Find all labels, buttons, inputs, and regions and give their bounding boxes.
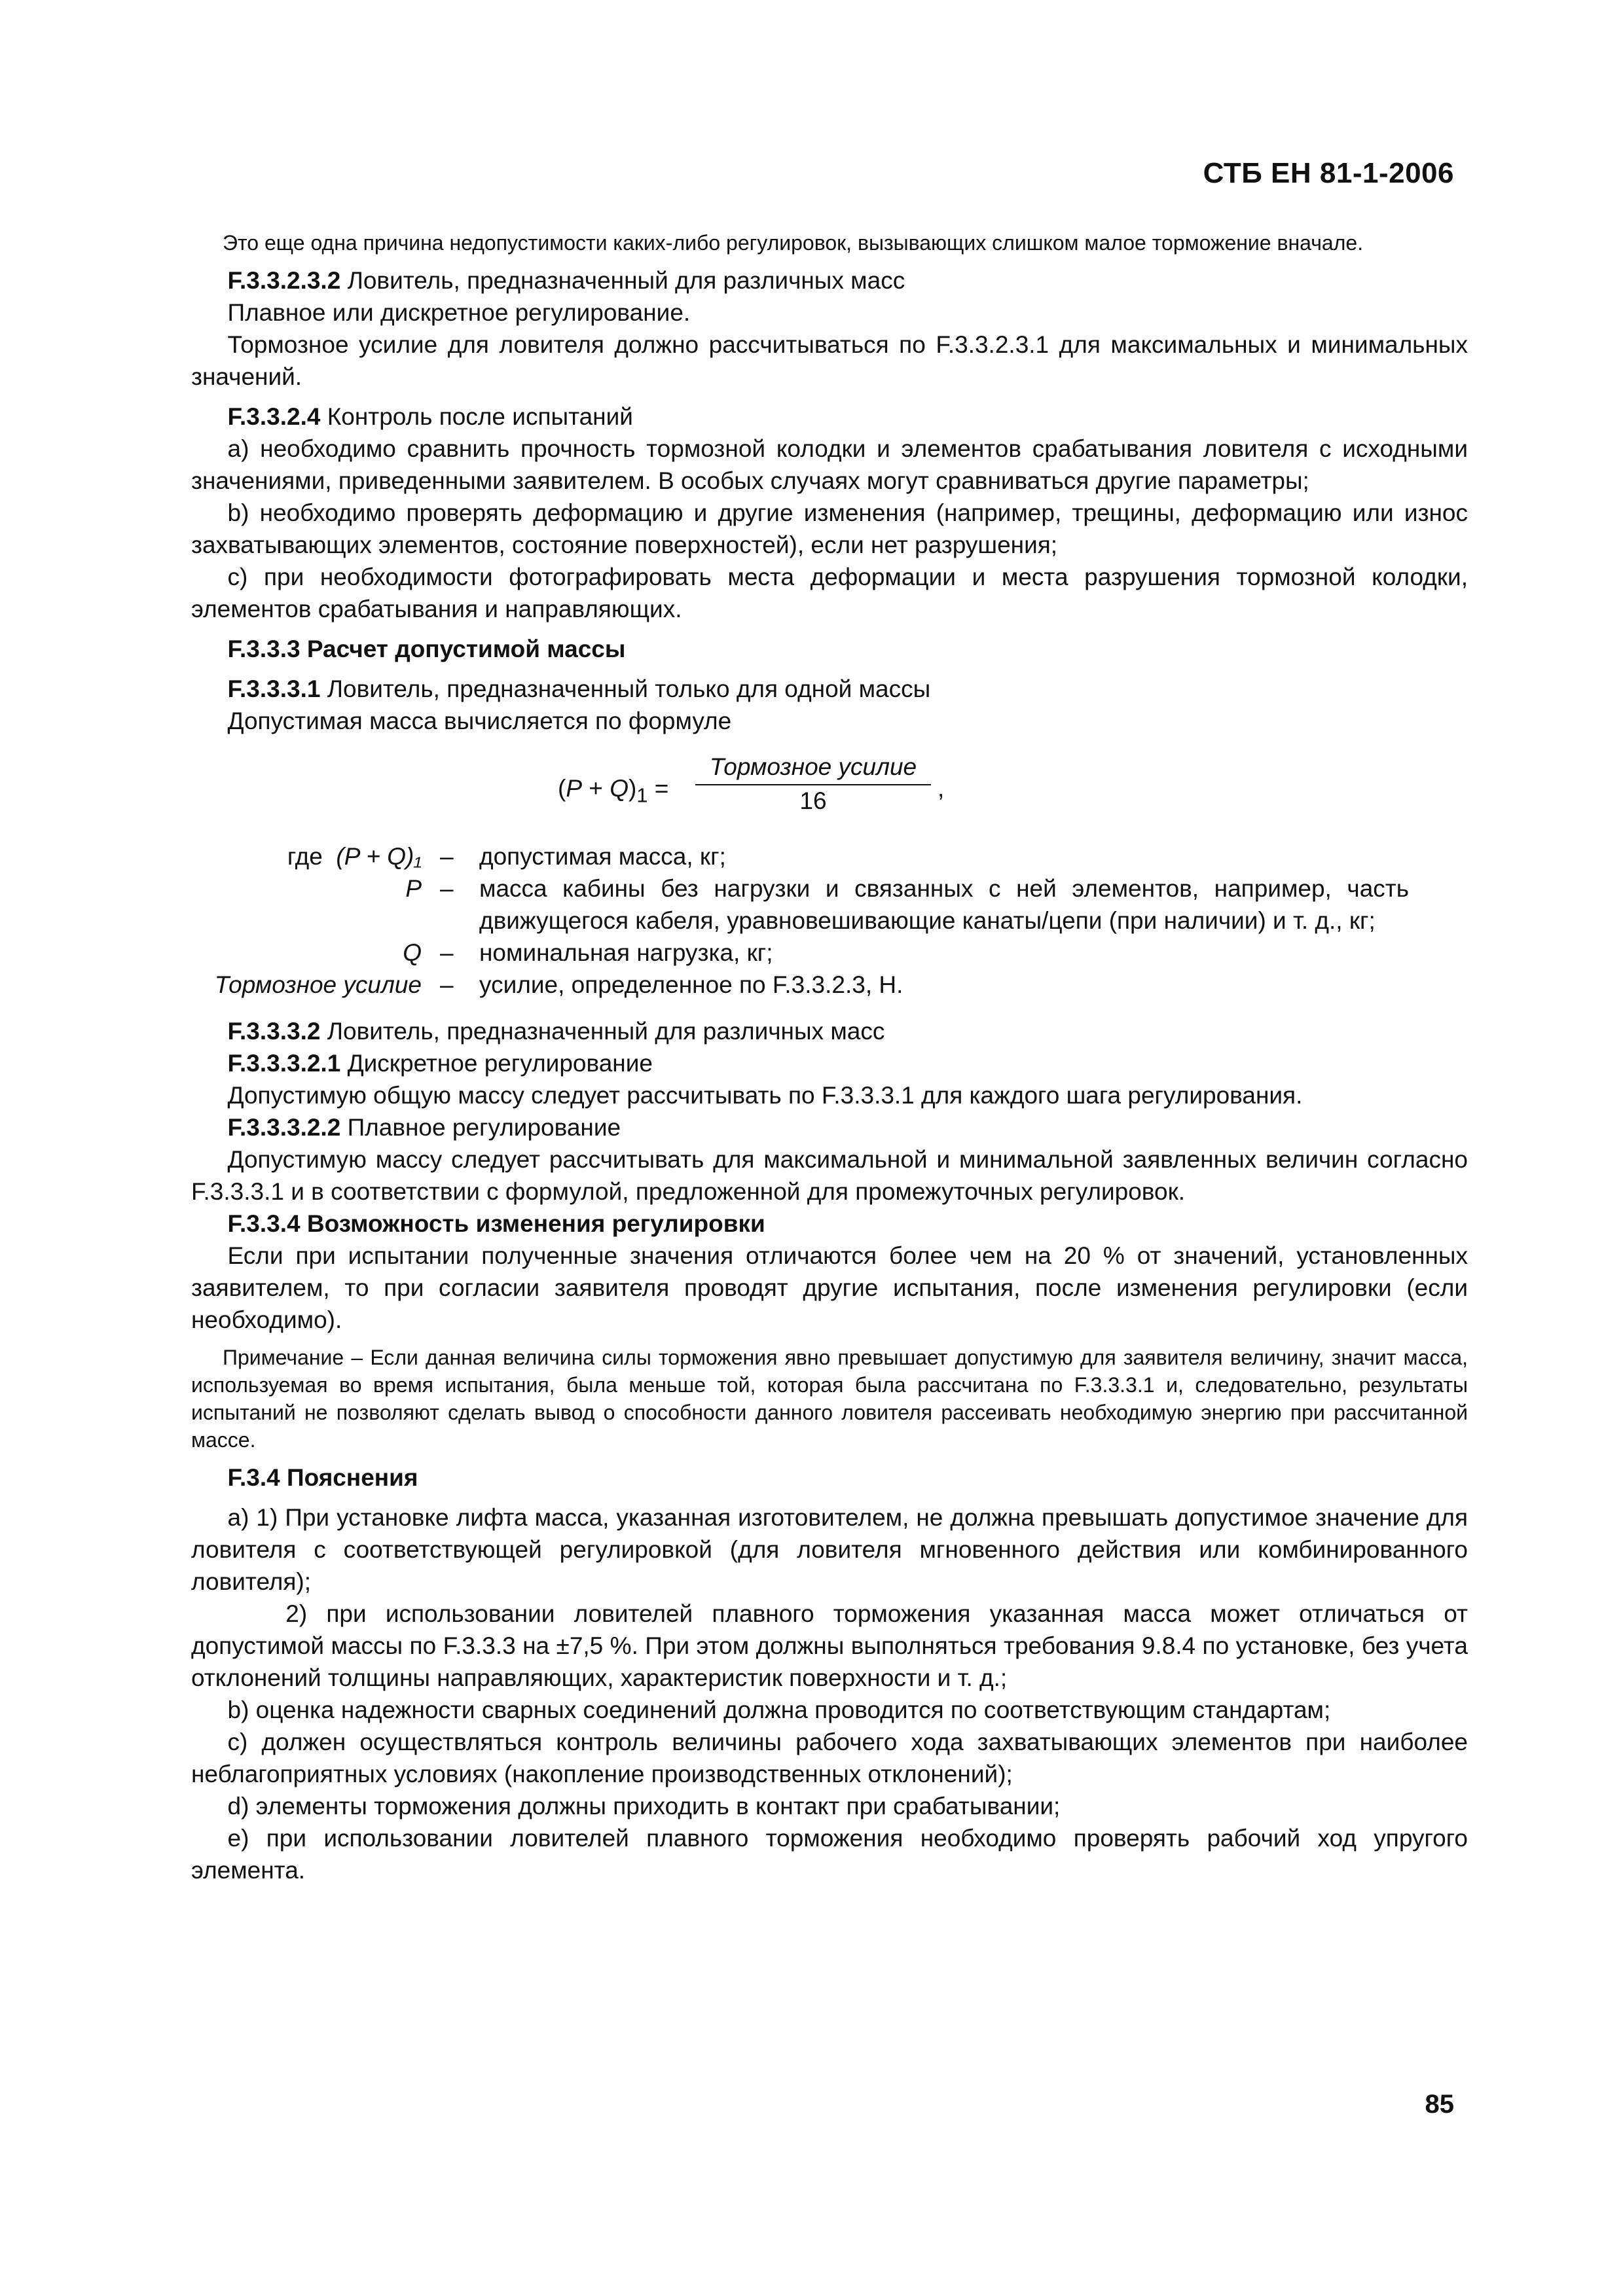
section-heading-f334: F.3.3.4 Возможность изменения регулировки	[227, 1210, 765, 1237]
legend-dash: –	[440, 971, 454, 998]
legend-dash: –	[440, 939, 454, 966]
section-number: F.3.3.3.2.2	[227, 1114, 341, 1141]
formula-comma: ,	[938, 775, 945, 802]
legend-definition: усилие, определенное по F.3.3.2.3, Н.	[479, 971, 903, 998]
section-heading-f3332	[191, 1015, 1468, 1047]
section-title: Ловитель, предназначенный для различных масс	[340, 267, 905, 294]
section-heading-f33322	[191, 1111, 1468, 1143]
legend-symbol: Q	[403, 939, 422, 966]
section-number: F.3.3.3.2	[227, 1018, 321, 1045]
legend-symbol: где (P + Q)₁	[287, 843, 422, 870]
paragraph: Плавное или дискретное регулирование.	[227, 299, 691, 326]
formula	[191, 751, 1468, 823]
list-item: b) необходимо проверять деформацию и другие изменения (например, трещины, деформацию или износ захватывающих элементов, состояние поверхностей), если нет разрушения;	[191, 499, 1468, 558]
section-title: Ловитель, предназначенный только для одной массы	[320, 675, 931, 702]
paragraph: Допустимая масса вычисляется по формуле	[227, 708, 732, 734]
list-item: 2) при использовании ловителей плавного торможения указанная масса может отличаться от допустимой массы по F.3.3.3 на ±7,5 %. При этом должны выполняться требования 9.8.4 по установке, без учета отклонений толщины направляющих, характеристик поверхности и т. д.;	[191, 1600, 1468, 1691]
paragraph: Если при испытании полученные значения отличаются более чем на 20 % от значений, установленных заявителем, то при согласии заявителя проводят другие испытания, после изменения регулировки (если необходимо).	[191, 1242, 1468, 1333]
fraction-numerator: Тормозное усилие	[695, 751, 931, 785]
section-heading-f33321	[191, 1047, 1468, 1079]
section-number: F.3.3.3.2.1	[227, 1050, 341, 1077]
section-heading-f34: F.3.4 Пояснения	[227, 1464, 418, 1491]
formula-legend	[191, 840, 1468, 1001]
note: Примечание – Если данная величина силы торможения явно превышает допустимую для заявителя величину, значит масса, используемая во время испытания, была меньше той, которая была рассчитана по F.3.3.3.1 и, следовательно, результаты испытаний не позволяют сделать вывод о способности данного ловителя рассеивать необходимую энергию при рассчитанной массе.	[191, 1346, 1468, 1452]
paragraph: Тормозное усилие для ловителя должно рассчитываться по F.3.3.2.3.1 для максимальных и минимальных значений.	[191, 331, 1468, 390]
section-title: Плавное регулирование	[340, 1114, 621, 1141]
section-heading-f333: F.3.3.3 Расчет допустимой массы	[227, 636, 626, 662]
list-item: а) необходимо сравнить прочность тормозной колодки и элементов срабатывания ловителя с исходными значениями, приведенными заявителем. В особых случаях могут сравниваться другие параметры;	[191, 435, 1468, 494]
page-number: 85	[1425, 2090, 1454, 2119]
section-title: Ловитель, предназначенный для различных масс	[320, 1018, 885, 1045]
document-header: СТБ ЕН 81-1-2006	[1203, 157, 1454, 189]
list-item: е) при использовании ловителей плавного торможения необходимо проверять рабочий ход упругого элемента.	[191, 1825, 1468, 1884]
list-item: b) оценка надежности сварных соединений должна проводится по соответствующим стандартам;	[227, 1696, 1331, 1723]
paragraph: Допустимую общую массу следует рассчитывать по F.3.3.3.1 для каждого шага регулирования.	[227, 1082, 1303, 1109]
section-number: F.3.3.2.4	[227, 403, 321, 430]
list-item: с) при необходимости фотографировать места деформации и места разрушения тормозной колодки, элементов срабатывания и направляющих.	[191, 564, 1468, 622]
fraction-denominator: 16	[799, 787, 827, 814]
formula-fraction	[695, 751, 931, 817]
section-heading-f33232	[191, 264, 1468, 296]
legend-dash: –	[440, 843, 454, 870]
section-title: Дискретное регулирование	[340, 1050, 653, 1077]
section-heading-f3331	[191, 673, 1468, 705]
list-item: а) 1) При установке лифта масса, указанная изготовителем, не должна превышать допустимое значение для ловителя с соответствующей регулировкой (для ловителя мгновенного действия или комбинированного ловителя);	[191, 1504, 1468, 1595]
legend-definition: масса кабины без нагрузки и связанных с ней элементов, например, часть движущегося кабеля, уравновешивающие канаты/цепи (при наличии) и т. д., кг;	[479, 875, 1409, 934]
section-heading-f3324	[191, 401, 1468, 433]
list-item: с) должен осуществляться контроль величины рабочего хода захватывающих элементов при наиболее неблагоприятных условиях (накопление производственных отклонений);	[191, 1729, 1468, 1787]
legend-symbol: Тормозное усилие	[214, 971, 422, 998]
paragraph: Допустимую массу следует рассчитывать для максимальной и минимальной заявленных величин согласно F.3.3.3.1 и в соответствии с формулой, предложенной для промежуточных регулировок.	[191, 1146, 1468, 1205]
legend-definition: номинальная нагрузка, кг;	[479, 939, 773, 966]
paragraph-intro: Это еще одна причина недопустимости каких-либо регулировок, вызывающих слишком малое торможение вначале.	[223, 231, 1364, 255]
section-number: F.3.3.2.3.2	[227, 267, 341, 294]
page-body	[191, 229, 1468, 1886]
legend-symbol: P	[405, 875, 422, 902]
formula-lhs: $(P + Q)_1$ =	[558, 775, 669, 807]
section-title: Контроль после испытаний	[320, 403, 633, 430]
section-number: F.3.3.3.1	[227, 675, 321, 702]
list-item: d) элементы торможения должны приходить в контакт при срабатывании;	[227, 1793, 1061, 1820]
legend-dash: –	[440, 875, 454, 902]
legend-definition: допустимая масса, кг;	[479, 843, 726, 870]
